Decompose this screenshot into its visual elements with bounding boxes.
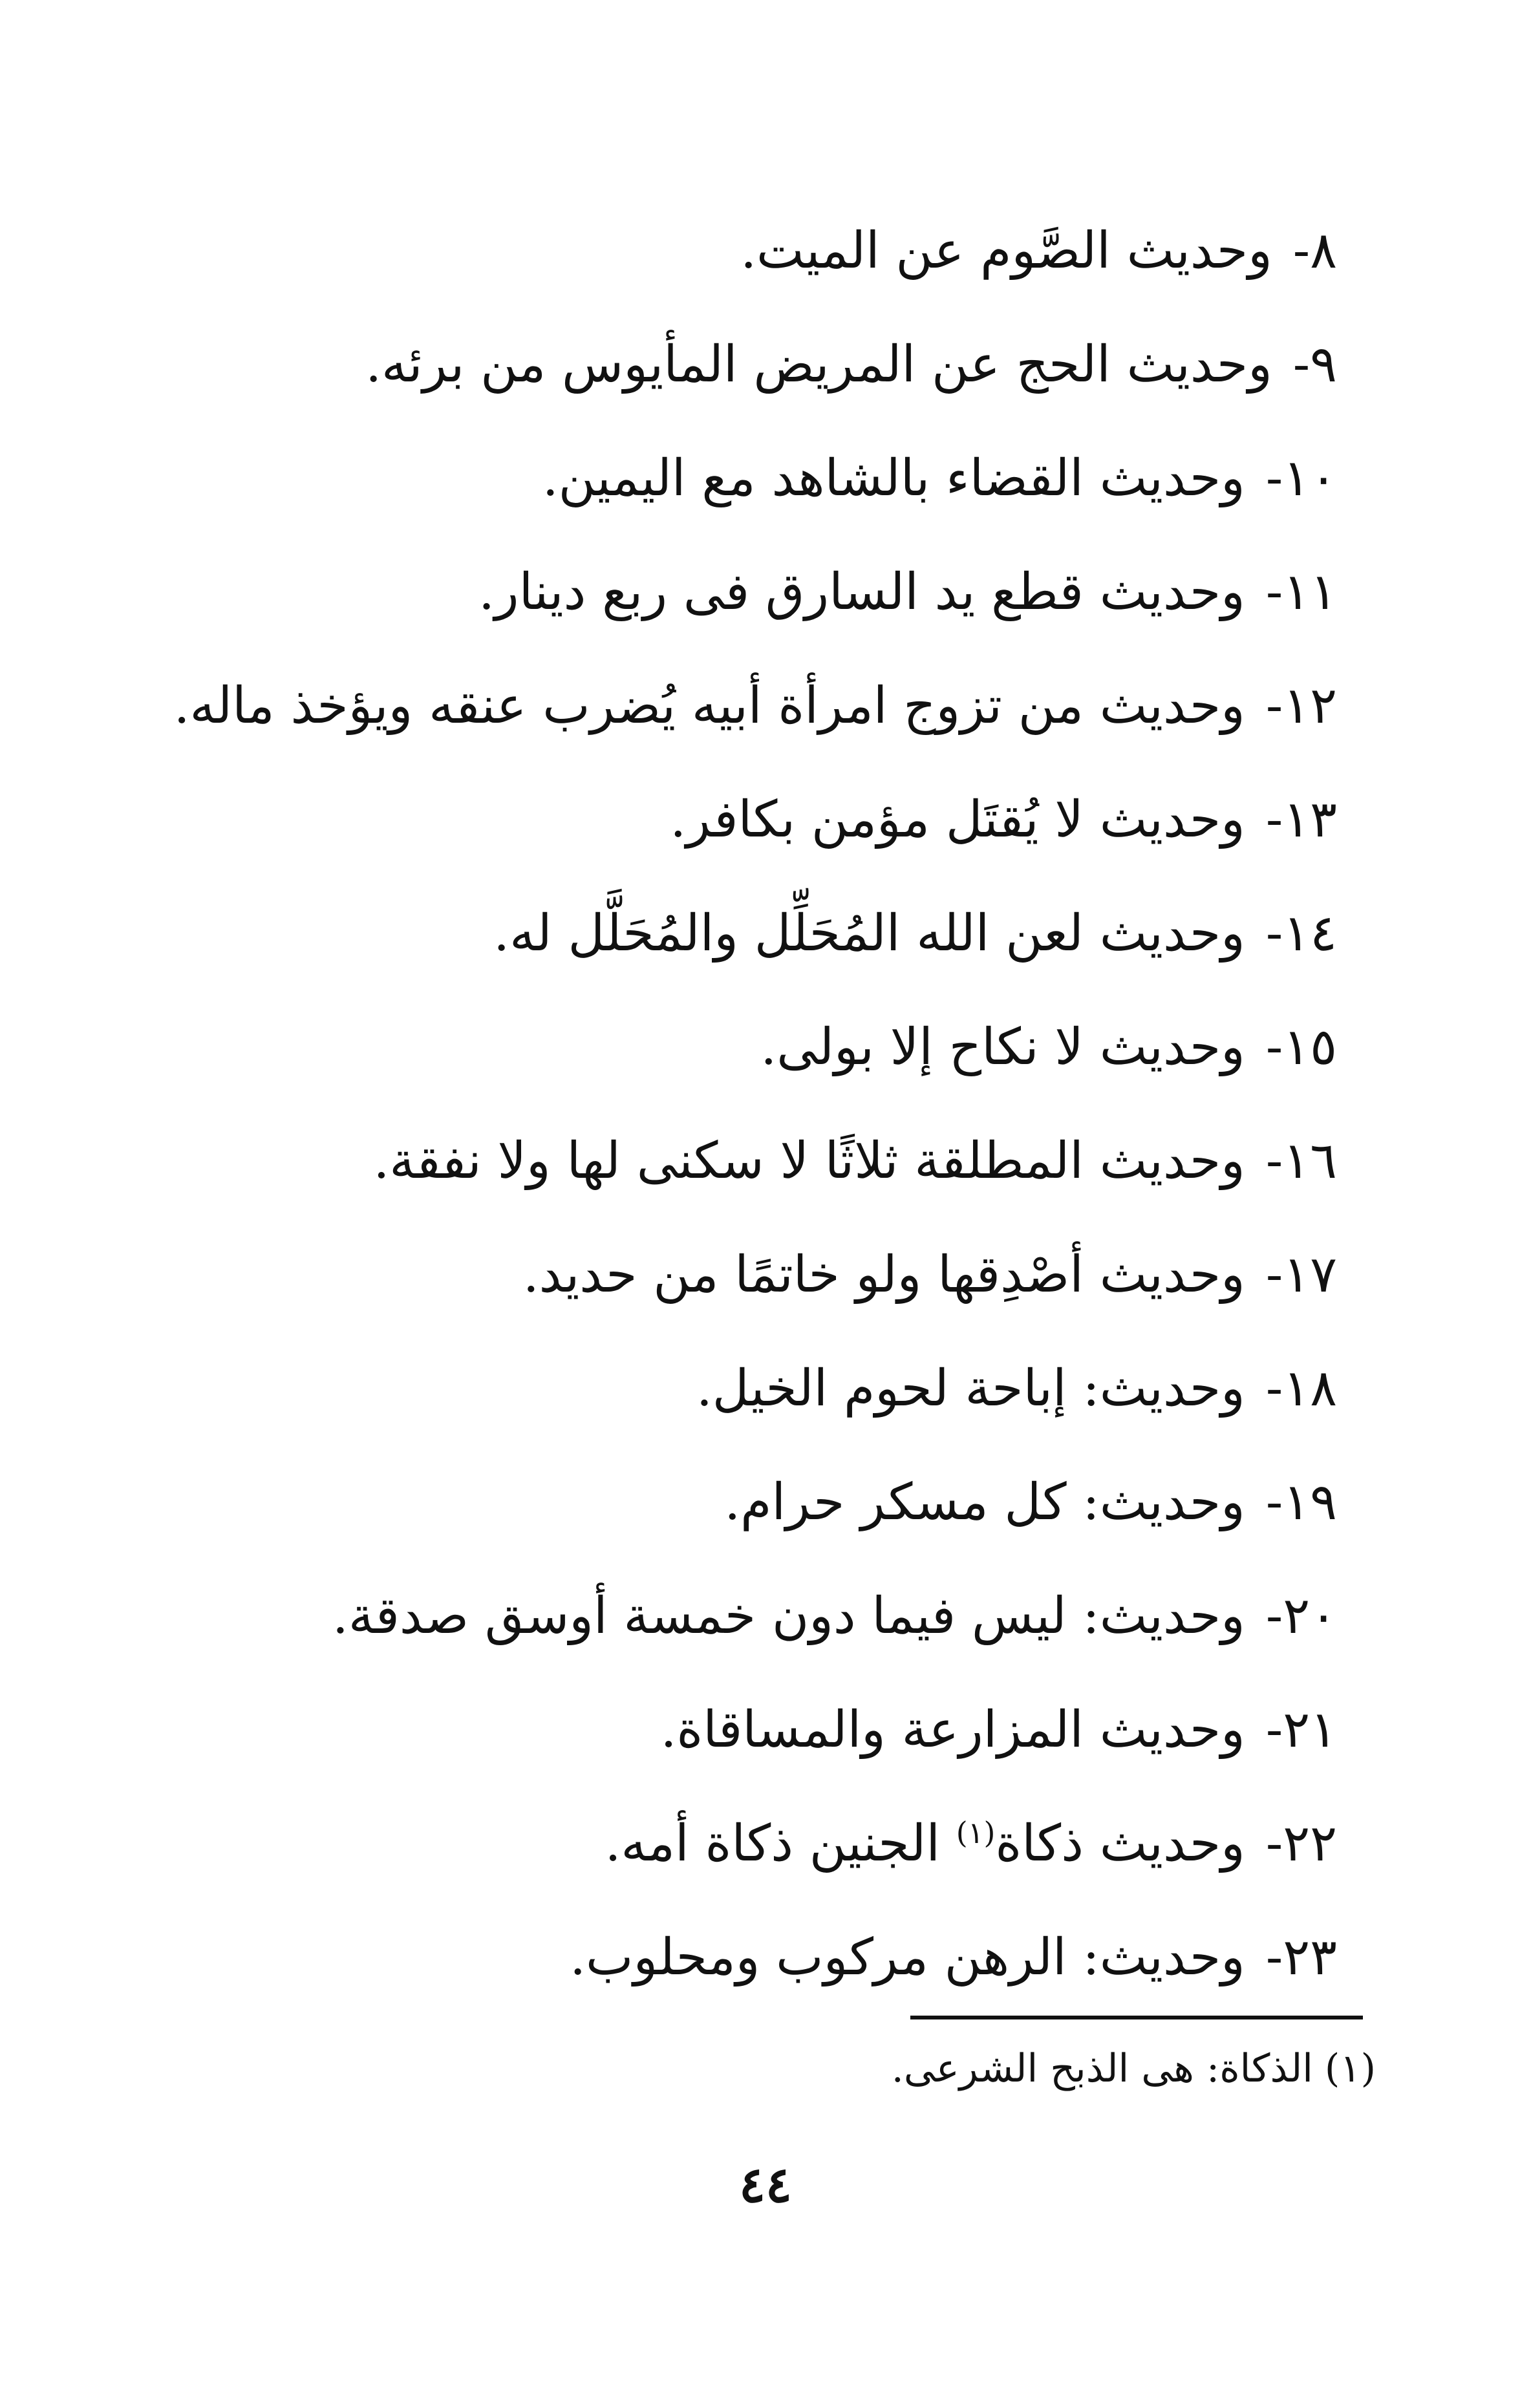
item-number: ٨- bbox=[1292, 222, 1337, 280]
item-number: ٢١- bbox=[1265, 1701, 1337, 1759]
item-number: ١٧- bbox=[1265, 1246, 1337, 1304]
item-text-before: وحديث ذكاة bbox=[995, 1815, 1245, 1873]
item-number: ١٥- bbox=[1265, 1018, 1337, 1076]
item-text: وحديث: ليس فيما دون خمسة أوسق صدقة. bbox=[332, 1587, 1245, 1645]
list-item bbox=[109, 990, 1337, 1104]
item-number: ١٨- bbox=[1265, 1359, 1337, 1418]
item-text: وحديث الصَّوم عن الميت. bbox=[740, 222, 1272, 280]
item-text: وحديث الحج عن المريض المأيوس من برئه. bbox=[365, 336, 1272, 394]
footnote-text: الذكاة: هى الذبح الشرعى. bbox=[891, 2046, 1313, 2091]
item-number: ١١- bbox=[1265, 563, 1337, 621]
list-item bbox=[109, 535, 1337, 649]
item-text: وحديث المزارعة والمساقاة. bbox=[660, 1701, 1245, 1759]
item-text: وحديث: كل مسكر حرام. bbox=[724, 1473, 1245, 1531]
footnote-divider bbox=[910, 2016, 1363, 2019]
list-item bbox=[109, 1559, 1337, 1673]
item-text: وحديث من تزوج امرأة أبيه يُضرب عنقه ويؤخذ ماله. bbox=[173, 677, 1245, 735]
item-text: وحديث: إباحة لحوم الخيل. bbox=[696, 1359, 1245, 1418]
footnote-marker: (١) bbox=[1324, 2046, 1376, 2091]
list-item bbox=[109, 763, 1337, 877]
item-text: وحديث لا يُقتَل مؤمن بكافر. bbox=[670, 791, 1245, 849]
list-item bbox=[109, 877, 1337, 990]
item-number: ٢٢- bbox=[1265, 1815, 1337, 1873]
list-item bbox=[109, 1787, 1337, 1901]
item-text: وحديث المطلقة ثلاثًا لا سكنى لها ولا نفقة. bbox=[373, 1132, 1245, 1190]
list-item bbox=[109, 1104, 1337, 1218]
list-item bbox=[109, 649, 1337, 763]
item-text: وحديث قطع يد السارق فى ربع دينار. bbox=[478, 563, 1245, 621]
item-number: ١٢- bbox=[1265, 677, 1337, 735]
item-number: ١٤- bbox=[1265, 904, 1337, 963]
list-item bbox=[109, 194, 1337, 308]
item-text: وحديث: الرهن مركوب ومحلوب. bbox=[570, 1928, 1245, 1987]
list-item bbox=[109, 1901, 1337, 2014]
list-item bbox=[109, 1673, 1337, 1787]
item-text-after: الجنين ذكاة أمه. bbox=[605, 1815, 956, 1873]
item-number: ٢٠- bbox=[1265, 1587, 1337, 1645]
list-item bbox=[109, 308, 1337, 421]
item-number: ١٩- bbox=[1265, 1473, 1337, 1531]
item-number: ٩- bbox=[1292, 336, 1337, 394]
item-text: وحديث أصْدِقها ولو خاتمًا من حديد. bbox=[522, 1246, 1245, 1304]
footnote bbox=[600, 2036, 1376, 2101]
item-text: وحديث لعن الله المُحَلِّل والمُحَلَّل له. bbox=[493, 904, 1245, 963]
hadith-list bbox=[109, 194, 1337, 2014]
footnote-reference: (١) bbox=[956, 1815, 996, 1850]
list-item bbox=[109, 1218, 1337, 1332]
list-item bbox=[109, 1445, 1337, 1559]
item-number: ١٠- bbox=[1265, 449, 1337, 507]
item-number: ٢٣- bbox=[1265, 1928, 1337, 1987]
item-number: ١٦- bbox=[1265, 1132, 1337, 1190]
item-number: ١٣- bbox=[1265, 791, 1337, 849]
list-item bbox=[109, 1332, 1337, 1445]
page-number: ٤٤ bbox=[739, 2156, 792, 2213]
item-text: وحديث القضاء بالشاهد مع اليمين. bbox=[542, 449, 1245, 507]
item-text: وحديث لا نكاح إلا بولى. bbox=[760, 1018, 1245, 1076]
list-item bbox=[109, 421, 1337, 535]
